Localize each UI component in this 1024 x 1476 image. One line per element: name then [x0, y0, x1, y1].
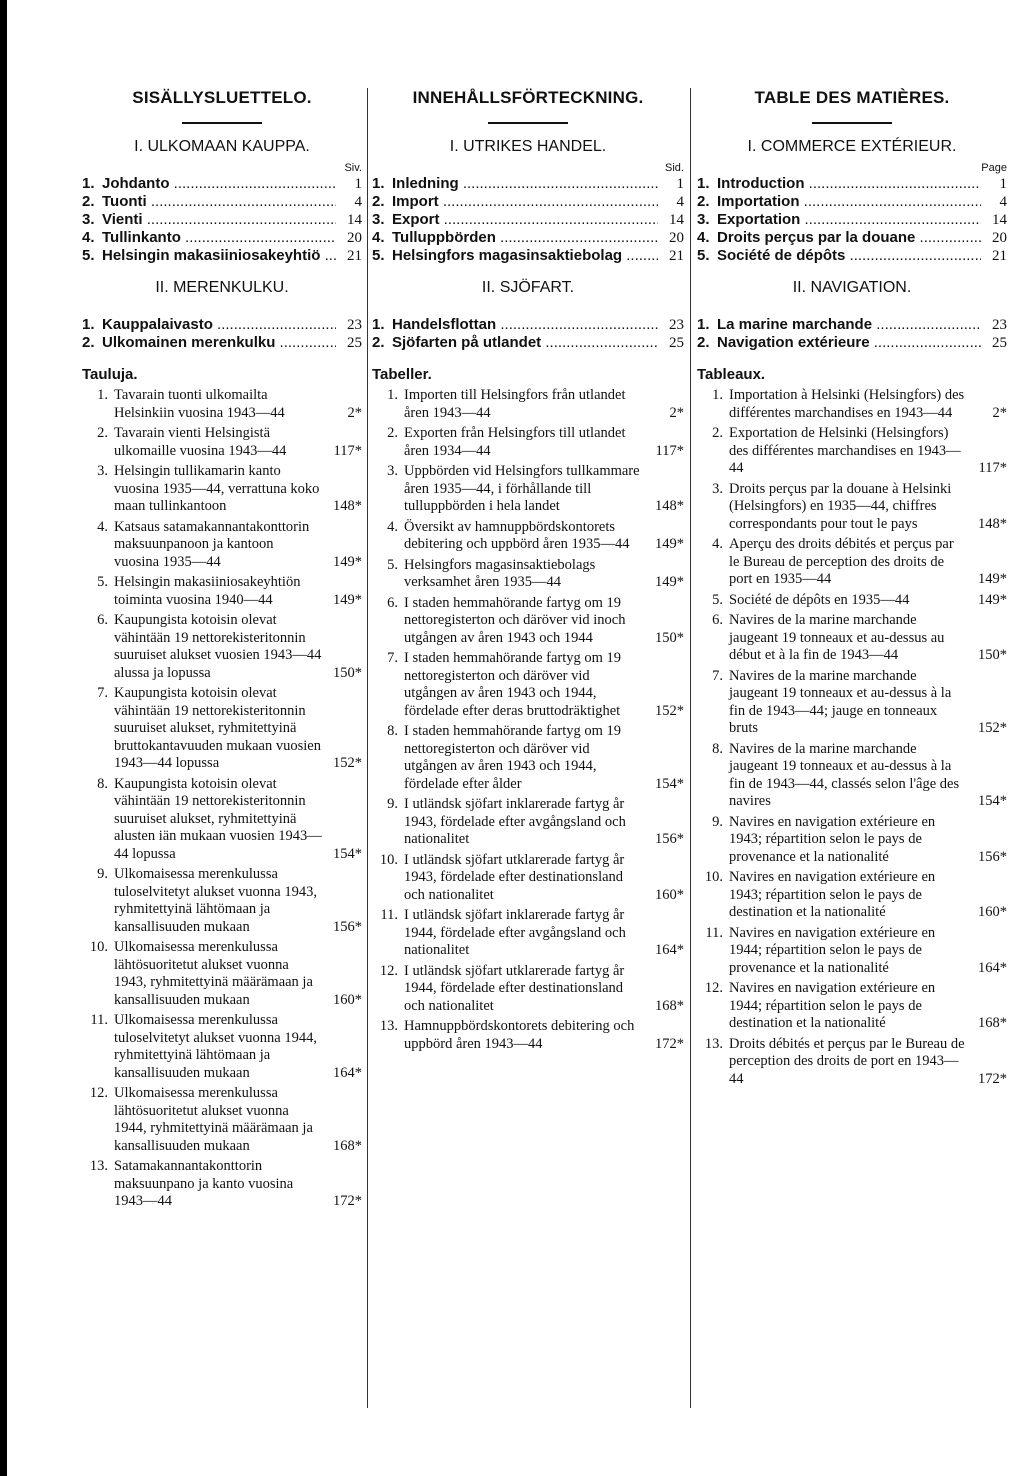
entry-title: Sjöfarten på utlandet .....	[392, 334, 658, 352]
table-title: Tavarain tuonti ulkomailta Helsinkiin vuosina 1943—44	[114, 387, 285, 421]
toc-entry	[697, 247, 1007, 265]
table-page: 168*	[333, 1137, 362, 1154]
table-number: 13.	[379, 1018, 398, 1034]
table-page: 152*	[655, 702, 684, 719]
table-page: 149*	[655, 536, 684, 552]
table-entry	[697, 612, 1007, 665]
table-title: Helsingfors magasinsaktiebolags verksamhet åren 1935—44	[404, 556, 596, 590]
table-number: 1.	[387, 387, 398, 403]
toc-entry	[697, 211, 1007, 229]
table-entry	[82, 1012, 362, 1082]
table-title: Droits débités et perçus par le Bureau de perception des droits de port en 1943—44	[729, 1035, 965, 1087]
table-title: I utländsk sjöfart inklarerade fartyg år 1943, fördelade efter avgångsland och nationalitet	[404, 796, 626, 847]
table-entry	[697, 536, 1007, 589]
table-page: 117*	[333, 442, 362, 459]
table-number: 10.	[379, 851, 398, 868]
table-entry	[372, 796, 684, 849]
table-number: 12.	[89, 1085, 108, 1101]
entry-page: 1	[354, 176, 362, 192]
table-entry	[372, 519, 684, 554]
toc-entry	[82, 211, 362, 229]
table-title: Navires de la marine marchande jaugeant 19 tonneaux et au-dessus à la fin de 1943—44; jauge en tonneaux bruts	[729, 667, 952, 736]
table-title: Tavarain vienti Helsingistä ulkomaille vuosina 1943—44	[114, 425, 287, 459]
table-page: 152*	[333, 755, 362, 771]
entry-number: 2.	[82, 334, 95, 351]
toc-entry	[82, 175, 362, 193]
entry-number: 5.	[82, 247, 95, 264]
table-entry	[372, 907, 684, 960]
table-title: I staden hemmahörande fartyg om 19 nettoregisterton och däröver vid utgången av åren 1943 och 1944, fördelade efter ålder	[404, 723, 622, 792]
table-number: 1.	[97, 387, 108, 403]
table-entry	[372, 425, 684, 460]
entry-title: Société de dépôts .....	[717, 247, 981, 265]
table-entry	[697, 869, 1007, 922]
column-title: SISÄLLYSLUETTELO.	[132, 88, 312, 107]
tables-heading: Tauluja.	[82, 366, 138, 383]
title-rule	[488, 122, 568, 124]
table-title: Exportation de Helsinki (Helsingfors) des différentes marchandises en 1943—44	[729, 425, 961, 476]
page-label: Sid.	[665, 162, 684, 174]
table-title: Satamakannantakonttorin maksuunpano ja kanto vuosina 1943—44	[114, 1158, 294, 1209]
toc-entry	[697, 334, 1007, 352]
table-number: 11.	[705, 924, 723, 941]
entry-page: 20	[992, 230, 1007, 246]
entry-number: 5.	[697, 247, 710, 264]
table-page: 172*	[655, 1035, 684, 1052]
table-page: 2*	[347, 404, 362, 421]
table-number: 3.	[97, 463, 108, 479]
entry-title: Inledning .....	[392, 175, 658, 193]
page-label: Siv.	[344, 162, 362, 174]
column-title: TABLE DES MATIÈRES.	[754, 88, 950, 107]
entry-page: 14	[347, 212, 362, 228]
table-page: 149*	[655, 574, 684, 590]
entry-number: 4.	[372, 229, 385, 246]
table-title: Kaupungista kotoisin olevat vähintään 19 nettorekisteritonnin suuruiset alukset, ryhmitettyinä bruttokantavuuden mukaan vuosien 1943—44 lopussa	[114, 685, 321, 771]
entry-page: 4	[676, 194, 684, 210]
table-entry	[697, 592, 1007, 610]
table-number: 13.	[704, 1035, 723, 1052]
column-divider	[690, 88, 691, 1408]
table-page: 149*	[333, 591, 362, 608]
table-page: 152*	[978, 720, 1007, 736]
table-title: Ulkomaisessa merenkulussa tuloselvitetyt alukset vuonna 1943, ryhmitettyinä lähtömaan ja kansallisuuden mukaan	[114, 866, 317, 935]
table-number: 4.	[97, 518, 108, 535]
table-entry	[82, 463, 362, 516]
column-title: INNEHÅLLSFÖRTECKNING.	[412, 88, 644, 107]
toc-entry	[82, 316, 362, 334]
table-entry	[697, 814, 1007, 867]
table-entry	[82, 1158, 362, 1211]
table-number: 5.	[712, 591, 723, 608]
table-page: 148*	[655, 498, 684, 514]
table-page: 160*	[655, 886, 684, 903]
table-page: 150*	[655, 629, 684, 646]
table-number: 5.	[97, 574, 108, 590]
table-entry	[82, 425, 362, 460]
table-title: Navires de la marine marchande jaugeant 19 tonneaux et au-dessus à la fin de 1943—44, classés selon l'âge des navires	[729, 740, 960, 809]
table-entry	[697, 741, 1007, 811]
entry-page: 21	[347, 248, 362, 264]
column-divider	[367, 88, 368, 1408]
entry-number: 2.	[372, 193, 385, 210]
toc-entry	[82, 229, 362, 247]
entry-page: 25	[992, 335, 1007, 351]
table-entry	[372, 852, 684, 905]
table-number: 8.	[97, 775, 108, 792]
table-title: Översikt av hamnuppbördskontorets debitering och uppbörd åren 1935—44	[404, 518, 630, 552]
table-page: 2*	[992, 404, 1007, 421]
table-title: I utländsk sjöfart utklarerade fartyg år 1943, fördelade efter destinationsland och nationalitet	[404, 851, 625, 903]
table-title: Navires en navigation extérieure en 1943; répartition selon le pays de provenance et la nationalité	[729, 813, 936, 865]
toc-entry	[372, 247, 684, 265]
entry-title: Handelsflottan .....	[392, 316, 658, 334]
entry-title: Introduction .....	[717, 175, 981, 193]
entry-number: 4.	[697, 229, 710, 246]
table-page: 154*	[333, 845, 362, 862]
toc-entry	[372, 175, 684, 193]
entry-number: 2.	[372, 334, 385, 351]
entry-page: 20	[669, 230, 684, 246]
table-number: 2.	[97, 425, 108, 441]
entry-page: 14	[669, 212, 684, 228]
table-number: 7.	[97, 685, 108, 701]
table-number: 11.	[380, 907, 398, 923]
table-page: 149*	[333, 553, 362, 570]
table-title: Ulkomaisessa merenkulussa lähtösuoritetut alukset vuonna 1943, ryhmitettyinä määrämaan ja kansallisuuden mukaan	[114, 939, 313, 1008]
table-title: Katsaus satamakannantakonttorin maksuunpanoon ja kantoon vuosina 1935—44	[114, 518, 310, 570]
toc-entry	[697, 316, 1007, 334]
entry-number: 4.	[82, 229, 95, 246]
table-title: Navires en navigation extérieure en 1943; répartition selon le pays de destination et la nationalité	[729, 869, 936, 920]
table-entry	[82, 939, 362, 1009]
entry-number: 2.	[82, 193, 95, 210]
table-page: 2*	[669, 404, 684, 421]
table-number: 10.	[704, 869, 723, 885]
entry-page: 20	[347, 230, 362, 246]
table-entry	[372, 557, 684, 592]
table-number: 7.	[387, 650, 398, 666]
toc-entry	[372, 316, 684, 334]
table-entry	[372, 1018, 684, 1053]
table-entry	[697, 925, 1007, 978]
table-page: 164*	[333, 1064, 362, 1081]
table-number: 3.	[712, 480, 723, 497]
table-number: 2.	[712, 425, 723, 441]
entry-number: 5.	[372, 247, 385, 264]
table-page: 156*	[333, 918, 362, 935]
entry-number: 3.	[372, 211, 385, 228]
table-title: Importation à Helsinki (Helsingfors) des différentes marchandises en 1943—44	[729, 387, 965, 421]
table-number: 9.	[387, 796, 398, 812]
table-page: 150*	[978, 647, 1007, 663]
entry-title: Tulluppbörden .....	[392, 229, 658, 247]
table-page: 160*	[978, 904, 1007, 920]
table-entry	[82, 866, 362, 936]
table-title: Navires de la marine marchande jaugeant 19 tonneaux et au-dessus au début et à la fin de 1943—44	[729, 612, 945, 663]
entry-page: 25	[347, 335, 362, 351]
title-rule	[182, 122, 262, 124]
title-rule	[812, 122, 892, 124]
entry-title: Helsingfors magasinsaktiebolag .....	[392, 247, 658, 265]
entry-title: Vienti .....	[102, 211, 336, 229]
entry-title: Importation .....	[717, 193, 981, 211]
table-page: 172*	[333, 1193, 362, 1209]
entry-number: 3.	[82, 211, 95, 228]
table-entry	[372, 963, 684, 1016]
toc-entry	[697, 229, 1007, 247]
toc-entry	[82, 193, 362, 211]
table-number: 6.	[387, 594, 398, 611]
entry-title: Droits perçus par la douane .....	[717, 229, 981, 247]
page-label	[82, 303, 362, 316]
toc-entry	[82, 247, 362, 265]
entry-page: 21	[992, 248, 1007, 264]
table-number: 9.	[97, 866, 108, 882]
table-number: 5.	[387, 556, 398, 573]
table-title: Ulkomaisessa merenkulussa tuloselvitetyt alukset vuonna 1944, ryhmitettyinä lähtömaan ja kansallisuuden mukaan	[114, 1012, 317, 1081]
table-number: 13.	[89, 1158, 108, 1174]
table-title: I staden hemmahörande fartyg om 19 nettoregisterton och däröver vid inoch utgången av åren 1943 och 1944	[404, 594, 626, 646]
table-title: Kaupungista kotoisin olevat vähintään 19 nettorekisteritonnin suuruiset alukset, ryhmitettyinä alusten iän mukaan vuosien 1943—44 lopussa	[114, 775, 322, 862]
entry-title: Import .....	[392, 193, 658, 211]
entry-page: 23	[669, 317, 684, 333]
table-title: Aperçu des droits débités et perçus par le Bureau de perception des droits de port en 1935—44	[729, 536, 954, 587]
entry-title: Kauppalaivasto .....	[102, 316, 336, 334]
table-number: 6.	[97, 612, 108, 628]
entry-number: 1.	[697, 175, 710, 192]
table-entry	[372, 387, 684, 422]
table-entry	[82, 387, 362, 422]
table-page: 148*	[333, 498, 362, 514]
section-heading: I. COMMERCE EXTÉRIEUR.	[747, 138, 957, 155]
page-label	[372, 303, 684, 316]
entry-page: 4	[999, 194, 1007, 210]
table-number: 1.	[712, 387, 723, 403]
table-number: 12.	[704, 980, 723, 996]
table-title: Uppbörden vid Helsingfors tullkammare åren 1935—44, i förhållande till tulluppbörden i hela landet	[404, 463, 640, 514]
table-entry	[82, 612, 362, 682]
entry-title: Helsingin makasiiniosakeyhtiö .....	[102, 247, 336, 265]
table-title: Ulkomaisessa merenkulussa lähtösuoritetut alukset vuonna 1944, ryhmitettyinä määrämaan ja kansallisuuden mukaan	[114, 1085, 313, 1154]
entry-page: 25	[669, 335, 684, 351]
table-number: 2.	[387, 425, 398, 441]
table-title: Kaupungista kotoisin olevat vähintään 19 nettorekisteritonnin suuruiset alukset vuosien 1943—44 alussa ja lopussa	[114, 612, 322, 681]
table-title: I utländsk sjöfart utklarerade fartyg år 1944, fördelade efter destinationsland och nationalitet	[404, 962, 625, 1014]
tables-heading: Tableaux.	[697, 366, 766, 383]
page-label: Page	[981, 162, 1007, 174]
table-entry	[697, 1036, 1007, 1089]
section-heading: I. UTRIKES HANDEL.	[449, 138, 607, 155]
table-title: I staden hemmahörande fartyg om 19 nettoregisterton och däröver vid utgången av åren 1943 och 1944, fördelade efter deras bruttodräktighet	[404, 650, 622, 719]
page-label	[697, 303, 1007, 316]
section-heading: II. MERENKULKU.	[155, 279, 289, 296]
table-entry	[82, 519, 362, 572]
table-title: I utländsk sjöfart inklarerade fartyg år 1944, fördelade efter avgångsland och nationalitet	[404, 907, 626, 958]
table-entry	[372, 595, 684, 648]
table-entry	[697, 668, 1007, 738]
column-french	[697, 88, 1007, 1088]
table-page: 117*	[655, 442, 684, 459]
entry-title: Ulkomainen merenkulku .....	[102, 334, 336, 352]
table-number: 4.	[387, 518, 398, 535]
entry-number: 2.	[697, 334, 710, 351]
table-number: 8.	[712, 740, 723, 757]
toc-entry	[697, 193, 1007, 211]
table-title: Navires en navigation extérieure en 1944; répartition selon le pays de destination et la nationalité	[729, 980, 936, 1031]
entry-page: 23	[347, 317, 362, 333]
table-number: 3.	[387, 463, 398, 479]
section-heading: II. NAVIGATION.	[792, 279, 912, 296]
table-page: 156*	[655, 831, 684, 847]
column-finnish	[82, 88, 362, 1211]
table-title: Droits perçus par la douane à Helsinki (Helsingfors) en 1935—44, chiffres correspondants pour tout le pays	[729, 480, 952, 532]
table-title: Helsingin tullikamarin kanto vuosina 1935—44, verrattuna koko maan tullinkantoon	[114, 463, 320, 514]
table-number: 6.	[712, 612, 723, 628]
table-entry	[82, 776, 362, 864]
entry-number: 1.	[372, 175, 385, 192]
entry-page: 21	[669, 248, 684, 264]
tables-heading: Tabeller.	[372, 366, 432, 383]
table-page: 154*	[655, 775, 684, 792]
table-page: 150*	[333, 664, 362, 681]
table-page: 154*	[978, 793, 1007, 809]
table-entry	[82, 1085, 362, 1155]
toc-entry	[697, 175, 1007, 193]
table-number: 9.	[712, 813, 723, 830]
section-heading: II. SJÖFART.	[481, 279, 575, 296]
table-page: 168*	[978, 1015, 1007, 1031]
entry-number: 2.	[697, 193, 710, 210]
table-page: 168*	[655, 997, 684, 1014]
table-entry	[697, 481, 1007, 534]
table-title: Société de dépôts en 1935—44	[729, 591, 910, 608]
table-title: Exporten från Helsingfors till utlandet åren 1934—44	[404, 425, 626, 459]
toc-entry	[372, 193, 684, 211]
entry-number: 1.	[697, 316, 710, 333]
entry-number: 3.	[697, 211, 710, 228]
entry-page: 23	[992, 317, 1007, 333]
entry-number: 1.	[82, 316, 95, 333]
table-entry	[372, 463, 684, 516]
toc-entry	[372, 229, 684, 247]
scan-edge-bar	[0, 0, 7, 1476]
entry-title: La marine marchande .....	[717, 316, 981, 334]
table-page: 164*	[655, 942, 684, 958]
table-page: 156*	[978, 848, 1007, 865]
table-entry	[697, 980, 1007, 1033]
entry-page: 4	[354, 194, 362, 210]
entry-page: 14	[992, 212, 1007, 228]
table-page: 148*	[978, 515, 1007, 532]
entry-title: Tullinkanto .....	[102, 229, 336, 247]
table-entry	[82, 574, 362, 609]
table-entry	[372, 723, 684, 793]
table-entry	[372, 650, 684, 720]
toc-entry	[372, 334, 684, 352]
entry-title: Navigation extérieure .....	[717, 334, 981, 352]
table-title: Hamnuppbördskontorets debitering och uppbörd åren 1943—44	[404, 1018, 635, 1052]
entry-title: Export .....	[392, 211, 658, 229]
table-number: 7.	[712, 667, 723, 684]
table-number: 11.	[90, 1012, 108, 1028]
table-entry	[82, 685, 362, 773]
table-page: 149*	[978, 591, 1007, 608]
entry-number: 1.	[372, 316, 385, 333]
toc-entry	[372, 211, 684, 229]
column-swedish	[372, 88, 684, 1053]
table-entry	[697, 425, 1007, 478]
table-title: Helsingin makasiiniosakeyhtiön toiminta vuosina 1940—44	[114, 574, 301, 608]
entry-number: 1.	[82, 175, 95, 192]
table-page: 172*	[978, 1070, 1007, 1087]
table-title: Navires en navigation extérieure en 1944; répartition selon le pays de provenance et la nationalité	[729, 924, 936, 976]
table-entry	[697, 387, 1007, 422]
entry-page: 1	[999, 176, 1007, 192]
table-number: 8.	[387, 723, 398, 739]
entry-title: Johdanto .....	[102, 175, 336, 193]
entry-page: 1	[676, 176, 684, 192]
table-number: 12.	[379, 962, 398, 979]
section-heading: I. ULKOMAAN KAUPPA.	[134, 138, 310, 155]
toc-entry	[82, 334, 362, 352]
table-number: 10.	[89, 939, 108, 955]
entry-title: Exportation .....	[717, 211, 981, 229]
table-page: 164*	[978, 959, 1007, 976]
table-page: 160*	[333, 991, 362, 1008]
table-page: 149*	[978, 571, 1007, 587]
table-number: 4.	[712, 536, 723, 552]
table-page: 117*	[978, 460, 1007, 476]
table-title: Importen till Helsingfors från utlandet åren 1943—44	[404, 387, 626, 421]
entry-title: Tuonti .....	[102, 193, 336, 211]
